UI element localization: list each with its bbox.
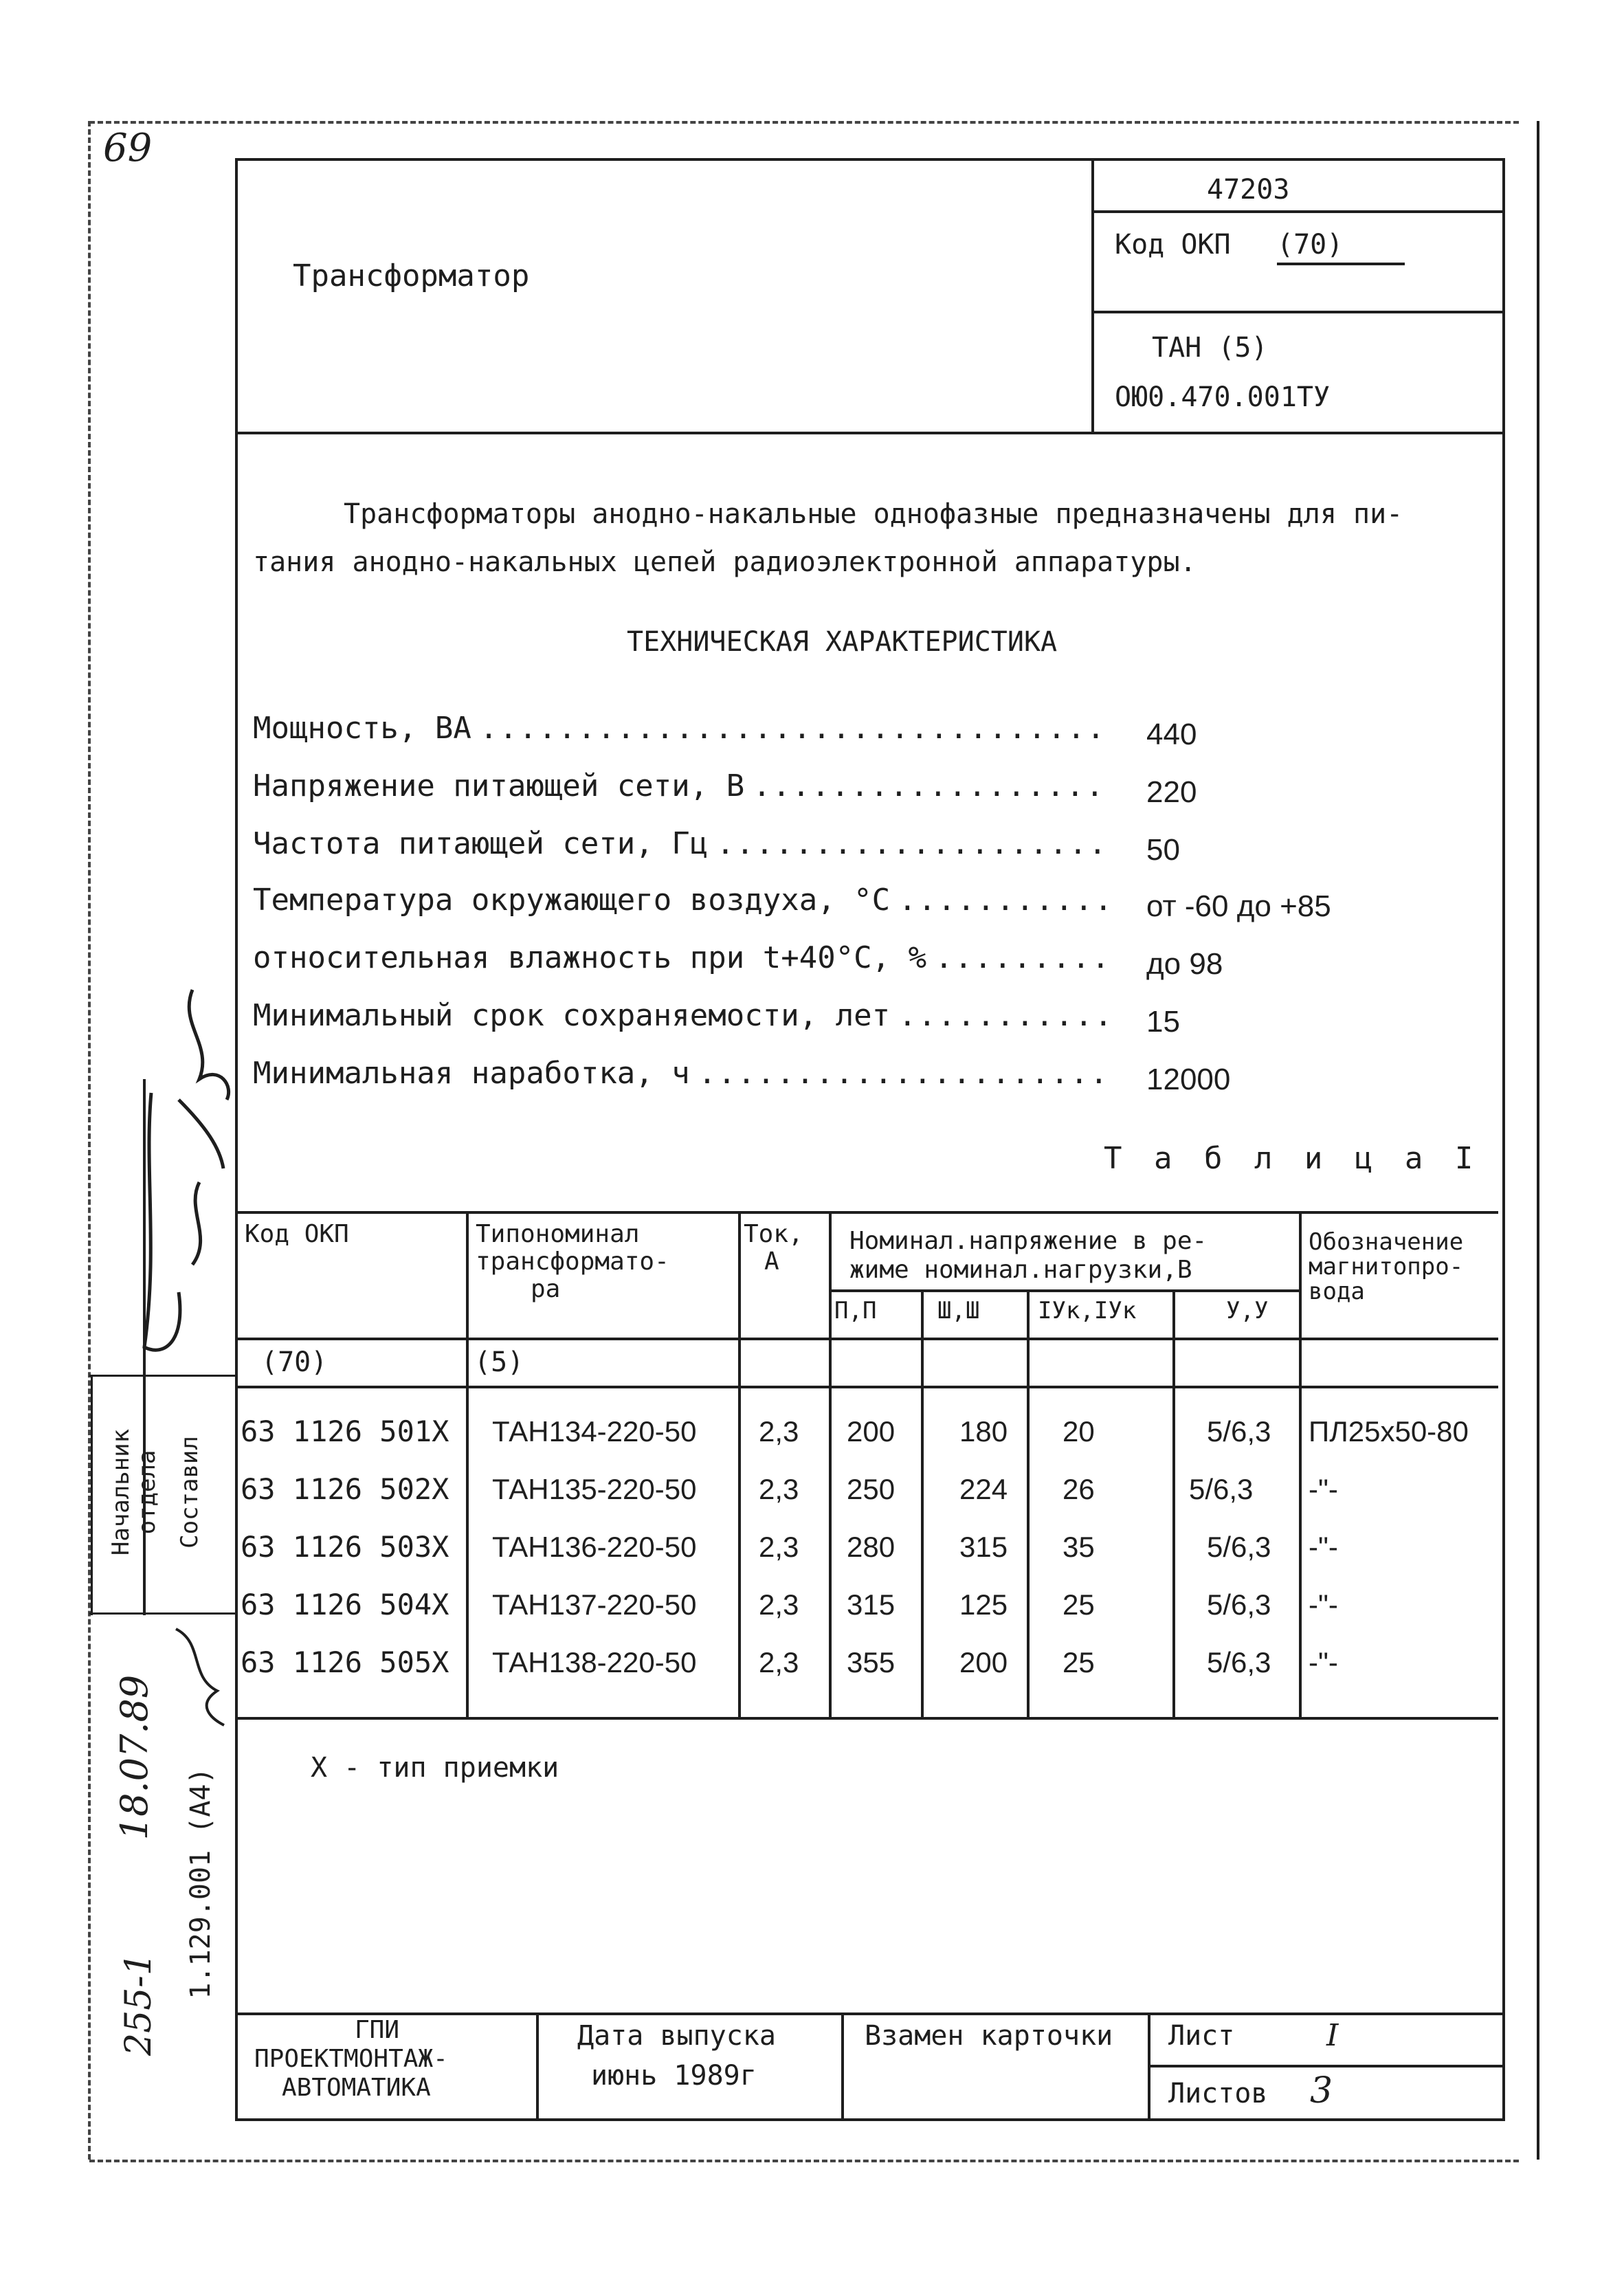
spec-value: 15 [1146,1005,1180,1039]
header-v-sub-1: П,П [834,1297,877,1324]
row-core: -"- [1309,1473,1338,1505]
spec-value: 50 [1146,833,1180,867]
org-line-1: ГПИ [355,2016,400,2044]
spec-row [253,711,1119,752]
header-core-2: магнитопро- [1309,1253,1464,1280]
replaces-card-label: Взамен карточки [865,2020,1113,2052]
spec-label: Частота питающей сети, Гц [253,826,709,861]
head-of-dept-label-2: отдела [133,1450,161,1535]
table-col-4 [921,1289,924,1718]
row-type: ТАН138-220-50 [492,1646,697,1678]
row-v1: 315 [847,1588,896,1621]
org-line-3: АВТОМАТИКА [282,2074,431,2102]
sheet-value: I [1326,2018,1339,2053]
table-col-5 [1027,1289,1030,1718]
okp-value: (70) [1277,231,1405,265]
row-code: 63 1126 505Х [241,1645,449,1679]
spec-value: от -60 до +85 [1146,889,1331,923]
row-code: 63 1126 503Х [241,1530,449,1564]
row-core: -"- [1309,1588,1338,1621]
spec-row [253,883,1119,924]
release-date-label: Дата выпуска [577,2020,776,2052]
code-number: 47203 [1207,174,1290,206]
header-code: Код ОКП [245,1220,349,1248]
header-code-ref: (70) [261,1346,328,1378]
row-v4: 5/6,3 [1207,1646,1271,1678]
row-v2: 180 [959,1415,1008,1448]
spec-label: Напряжение питающей сети, В [253,768,745,803]
header-type-ref: (5) [474,1346,524,1378]
bottom-margin-line [89,2160,1519,2162]
row-v4: 5/6,3 [1207,1415,1271,1448]
row-current: 2,3 [759,1646,799,1678]
sheets-value: 3 [1310,2070,1333,2111]
header-type-3: ра [531,1275,561,1303]
voltage-sub-line [829,1289,1299,1292]
header-v-sub-3: IУк,IУк [1038,1297,1137,1324]
sheets-label: Листов [1168,2078,1268,2109]
row-v1: 200 [847,1415,896,1448]
spec-value: 12000 [1146,1063,1231,1096]
signature-2 [172,983,247,1107]
table-ref-line [235,1386,1498,1388]
spec-row [253,826,1119,867]
header-type-2: трансформато- [476,1248,669,1276]
row-v2: 224 [959,1473,1008,1505]
intro-line-2: тания анодно-накальных цепей радиоэлектронной аппаратуры. [253,546,1197,578]
acceptance-note: Х - тип приемки [311,1752,559,1784]
row-v1: 355 [847,1646,896,1678]
table-col-6 [1172,1289,1175,1718]
left-margin-line [88,121,91,2160]
row-v3: 25 [1063,1646,1095,1678]
header-type-1: Типономинал [476,1220,640,1248]
row-v3: 35 [1063,1531,1095,1563]
spec-value: 440 [1146,718,1197,751]
header-voltage-2: жиме номинал.нагрузки,В [849,1256,1192,1284]
footer-sheet-divider [1148,2065,1505,2067]
header-voltage-1: Номинал.напряжение в ре- [849,1227,1208,1255]
row-current: 2,3 [759,1531,799,1563]
bottom-side-number: 255-1 [118,1953,159,2056]
header-core-1: Обозначение [1309,1228,1464,1256]
row-code: 63 1126 504Х [241,1588,449,1621]
frame-top [235,158,1505,161]
table-top [235,1211,1498,1214]
right-margin-line [1537,121,1539,2160]
spec-label: относительная влажность при t+40°С, % [253,940,927,975]
row-current: 2,3 [759,1473,799,1505]
header-v-sub-4: У,У [1226,1297,1269,1324]
head-of-dept-label-1: Начальник [107,1428,135,1556]
table-caption: Т а б л и ц а I [1104,1141,1480,1176]
row-type: ТАН135-220-50 [492,1473,697,1505]
form-code: 1.129.001 (А4) [185,1767,216,1999]
compiled-by-label: Составил [176,1436,203,1549]
table-bottom [235,1717,1498,1720]
row-v1: 250 [847,1473,896,1505]
header-core-3: вода [1309,1278,1365,1305]
footer-col-1 [536,2013,539,2120]
row-code: 63 1126 501Х [241,1415,449,1448]
footer-bottom [235,2118,1505,2121]
row-type: ТАН136-220-50 [492,1531,697,1563]
org-line-2: ПРОЕКТМОНТАЖ- [254,2045,448,2073]
row-v2: 315 [959,1531,1008,1563]
top-margin-line [89,121,1519,124]
row-v2: 200 [959,1646,1008,1678]
header-current-2: А [764,1248,779,1276]
table-col-3 [829,1211,832,1718]
side-strip-line-2 [91,1375,93,1615]
row-core: -"- [1309,1531,1338,1563]
frame-left [235,158,238,2120]
intro-line-1: Трансформаторы анодно-накальные однофазные предназначены для пи- [344,498,1403,530]
spec-doc: ОЮ0.470.001ТУ [1115,381,1331,413]
header-right-line-1 [1091,210,1504,213]
row-v3: 26 [1063,1473,1095,1505]
table-header-line [235,1338,1498,1340]
handwritten-date: 18.07.89 [113,1674,156,1841]
tan-label: ТАН (5) [1152,332,1268,364]
row-v4: 5/6,3 [1207,1531,1271,1563]
table-col-1 [466,1211,469,1718]
row-current: 2,3 [759,1415,799,1448]
row-type: ТАН137-220-50 [492,1588,697,1621]
spec-value: до 98 [1146,947,1223,981]
row-core: ПЛ25х50-80 [1309,1415,1469,1448]
row-code: 63 1126 502Х [241,1472,449,1506]
table-col-2 [738,1211,741,1718]
signature-3 [162,1622,238,1732]
header-v-sub-2: Ш,Ш [937,1297,980,1324]
spec-value: 220 [1146,775,1197,809]
footer-col-2 [841,2013,844,2120]
document-title: Трансформатор [293,258,530,293]
frame-right [1502,158,1505,2120]
row-v1: 280 [847,1531,896,1563]
spec-label: Мощность, ВА [253,711,471,746]
spec-row [253,940,1119,982]
release-date-value: июнь 1989г [591,2060,757,2092]
signature-1 [103,1086,234,1382]
spec-row [253,998,1119,1039]
page-number: 69 [103,126,153,170]
spec-row [253,1056,1119,1097]
table-col-7 [1299,1211,1302,1718]
row-v3: 25 [1063,1588,1095,1621]
spec-row [253,768,1119,810]
header-current-1: Ток, [744,1220,803,1248]
tech-heading: ТЕХНИЧЕСКАЯ ХАРАКТЕРИСТИКА [627,626,1058,658]
header-right-line-2 [1091,311,1504,313]
spec-label: Минимальный срок сохраняемости, лет [253,998,891,1033]
row-v2: 125 [959,1588,1008,1621]
header-divider [1091,158,1094,433]
side-strip-divider-2 [89,1612,236,1615]
spec-label: Минимальная наработка, ч [253,1056,690,1091]
footer-top [235,2013,1505,2015]
sheet-label: Лист [1168,2020,1235,2052]
row-core: -"- [1309,1646,1338,1678]
spec-label: Температура окружающего воздуха, °С [253,883,891,918]
row-type: ТАН134-220-50 [492,1415,697,1448]
row-v3: 20 [1063,1415,1095,1448]
row-v4: 5/6,3 [1189,1473,1254,1505]
row-current: 2,3 [759,1588,799,1621]
row-v4: 5/6,3 [1207,1588,1271,1621]
header-bottom [235,432,1505,434]
okp-label: Код ОКП [1115,229,1231,260]
